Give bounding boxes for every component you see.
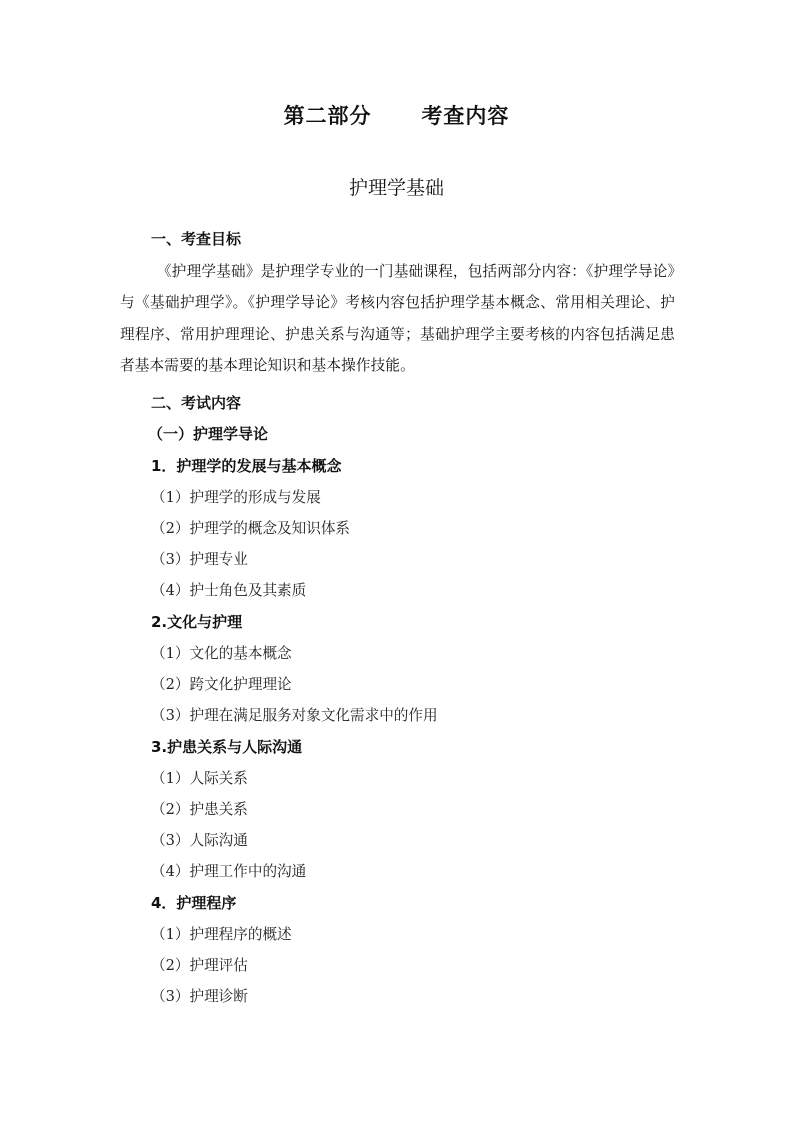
topic-item: （1）护理学的形成与发展: [151, 489, 321, 506]
topic-item: （3）人际沟通: [151, 832, 248, 849]
topic-title: 1．护理学的发展与基本概念: [151, 457, 342, 475]
topic-item: （3）护理诊断: [151, 988, 248, 1005]
topic-item: （2）护患关系: [151, 801, 248, 818]
subject-title: 护理学基础: [348, 177, 444, 199]
topic-item: （1）文化的基本概念: [151, 645, 292, 662]
part-heading: 考查内容: [421, 104, 510, 128]
topic-title: 2.文化与护理: [151, 613, 243, 631]
section-heading-objectives: 一、考查目标: [151, 230, 242, 248]
topic-item: （2）跨文化护理理论: [151, 676, 292, 693]
part-title: [0, 100, 793, 130]
part-label: 第二部分: [283, 104, 372, 128]
section-heading-content: 二、考试内容: [151, 394, 242, 412]
subsection-heading: （一）护理学导论: [148, 425, 269, 443]
topic-item: （3）护理专业: [151, 551, 248, 568]
topic-item: （4）护理工作中的沟通: [151, 863, 307, 880]
topic-item: （2）护理学的概念及知识体系: [151, 520, 351, 537]
topic-item: （1）人际关系: [151, 770, 248, 787]
topic-item: （1）护理程序的概述: [151, 926, 292, 943]
topic-title: 4．护理程序: [151, 894, 237, 912]
topic-title: 3.护患关系与人际沟通: [151, 738, 303, 756]
topic-item: （3）护理在满足服务对象文化需求中的作用: [151, 707, 438, 724]
topic-item: （2）护理评估: [151, 957, 248, 974]
objectives-paragraph: 《护理学基础》是护理学专业的一门基础课程，包括两部分内容：《护理学导论》与《基础护理学》。《护理学导论》考核内容包括护理学基本概念、常用相关理论、护理程序、常用护理理论、护患关系与沟通等；基础护理学主要考核的内容包括满足患者基本需要的基本理论知识和基本操作技能。: [120, 263, 675, 374]
topic-item: （4）护士角色及其素质: [151, 582, 307, 599]
